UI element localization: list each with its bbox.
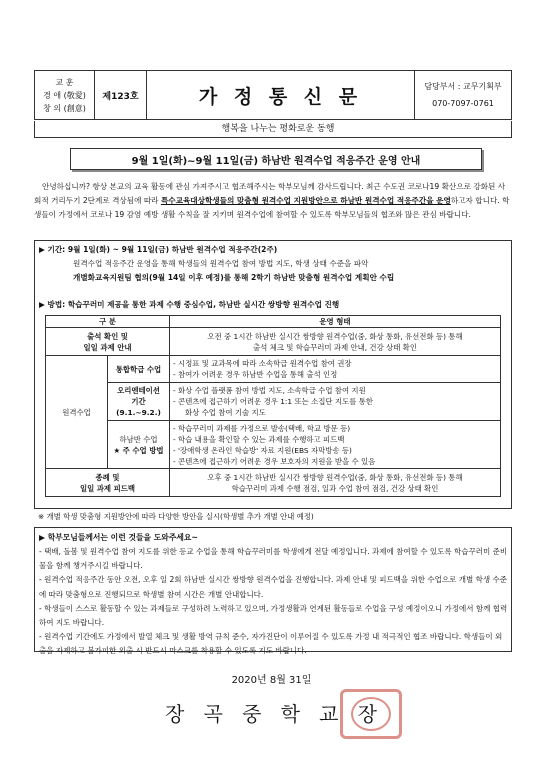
motto-line-1: 경 애 (敬愛): [43, 90, 86, 100]
school-char: 학: [280, 702, 300, 726]
list-item: - 원격수업 적응주간 동안 오전, 오후 일 2회 하남반 실시간 쌍방향 원격수업을 진행합니다. 과제 안내 및 피드백을 위한 수업으로 개별 학생 수준에 따라 맞춤형으로 진행되므로 학생별 참여 시간은 개별 안내합니다.: [39, 575, 508, 599]
row-closing-label: 종례 및 일일 과제 피드백: [46, 469, 170, 497]
row-remote-group: 원격수업: [46, 356, 108, 469]
newsletter-title: 가 정 통 신 문: [147, 71, 415, 119]
phone-number: 070-7097-0761: [432, 99, 494, 108]
period-label: ▶ 기간: 9월 1일(화) ~ 9월 11일(금) 하남반 원격수업 적응주간(2주): [39, 245, 278, 254]
school-slogan: 행복을 나누는 평화로운 동행: [34, 121, 512, 138]
principal-signature: [165, 698, 377, 727]
request-title: ▶ 학부모님들께서는 이런 것들을 도와주세요~: [39, 533, 198, 542]
table-row: [46, 383, 501, 421]
note-text: ※ 개별 학생 맞춤형 지원방안에 따라 다양한 방안을 실시(학생별 추가 개별 안내 예정): [38, 512, 314, 521]
table-row: [46, 421, 501, 469]
parent-request-box: [34, 527, 512, 656]
contact-info: [415, 71, 511, 119]
row-closing-text: 오후 중 1시간 하남반 실시간 쌍방향 원격수업(줌, 화상 통화, 유선전화 등) 통해 학습꾸러미 과제 수행 점검, 일과 수업 참여 점검, 건강 상태 확인: [170, 469, 501, 497]
intro-text-1: 안녕하십니까? 항상 본교의 교육 활동에 관심 가져주시고 협조해주시는 학부모님께 감사드립니다. 최근 수도권 코로나19 확산으로 강화된 사회적 거리두기 2단계로 격상됨에 따라: [34, 182, 506, 206]
row-integrated-text: - 시정표 및 교과목에 따라 소속학급 원격수업 참여 권장 - 참여가 어려운 경우 하남반 수업을 통해 출석 인정: [170, 356, 501, 383]
newsletter-header: [34, 70, 512, 120]
col-category: 구 분: [46, 316, 170, 328]
operation-table: [45, 315, 501, 497]
col-operation: 운영 형태: [170, 316, 501, 328]
school-char: 중: [242, 702, 262, 726]
method-label: ▶ 방법: 학습꾸러미 제공을 통한 과제 수행 중심수업, 하남반 실시간 쌍방향 원격수업 진행: [39, 300, 340, 309]
row-attendance-text: 오전 중 1시간 하남반 실시간 쌍방향 원격수업(줌, 화상 통화, 유선전화 등) 통해 출석 체크 및 학습꾸러미 과제 안내, 건강 상태 확인: [170, 328, 501, 356]
intro-highlight: 특수교육대상학생들의 맞춤형 원격수업 지원방안으로 하남반 원격수업 적응주간을 운영: [160, 196, 451, 206]
motto-line-2: 창 의 (創意): [43, 103, 86, 113]
school-char: 교: [319, 702, 339, 726]
operation-section: [34, 240, 512, 509]
intro-text-2: 하고자 합니다. 학생들이 가정에서 코로나 19 감염 예방 생활 수칙을 잘 지키며 원격수업에 참여할 수 있도록 학부모님들의 협조와 많은 관심 바랍니다.: [34, 196, 510, 220]
row-hanam-text: - 학습꾸러미 과제를 가정으로 발송(택배, 학교 방문 등) - 학습 내용을 확인할 수 있는 과제를 수행하고 피드백 - '장애학생 온라인 학습방' 자료 지원(EBS 자막방송 등) - 콘텐츠에 접근하기 어려운 경우 보호자의 지원을 받을 수 있음: [170, 421, 501, 469]
row-orientation-text: - 화상 수업 플랫폼 참여 방법 지도, 소속학급 수업 참여 지원 - 콘텐츠에 접근하기 어려운 경우 1:1 또는 소집단 지도를 통한 화상 수업 참여 기술 지도: [170, 383, 501, 421]
school-char: 장: [165, 702, 185, 726]
school-motto: [35, 71, 95, 119]
row-hanam-label: 하남반 수업 ★ 주 수업 방법: [108, 421, 170, 469]
row-integrated-label: 통합학급 수업: [108, 356, 170, 383]
intro-paragraph: [34, 180, 512, 223]
period-desc-1: 원격수업 적응주간 운영을 통해 학생들의 원격수업 참여 방법 지도, 학생 상태 수준을 파악: [73, 259, 369, 268]
department: 담당부서 : 교무기획부: [424, 82, 502, 91]
school-char: 곡: [203, 702, 223, 726]
motto-label: 교 훈: [55, 77, 74, 87]
row-attendance-label: 출석 확인 및 일일 과제 안내: [46, 328, 170, 356]
list-item: - 학생들이 스스로 활동할 수 있는 과제들로 구성하려 노력하고 있으며, 가정생활과 연계된 활동들로 수업을 구성 예정이오니 가정에서 함께 협력하여 지도 바랍니다.: [39, 603, 508, 628]
list-item: - 원격수업 기간에도 가정에서 발열 체크 및 생활 방역 규칙 준수, 자가진단이 이루어질 수 있도록 가정 내 적극적인 협조 바랍니다. 학생들이 외출을 자제하고 불가피한 외출 시 반드시 마스크를 착용할 수 있도록 지도 바랍니다.: [39, 632, 503, 656]
request-list: [39, 545, 509, 659]
table-row: [46, 328, 501, 356]
table-header-row: [46, 316, 501, 328]
period-desc-2: 개별화교육지원팀 협의(9월 14일 이후 예정)를 통해 2학기 하남반 맞춤형 원격수업 계획안 수립: [73, 273, 395, 282]
headline: 9월 1일(화)~9월 11일(금) 하남반 원격수업 적응주간 운영 안내: [70, 148, 482, 170]
list-item: - 택배, 돌봄 및 원격수업 참여 지도를 위한 등교 수업을 통해 학습꾸러미를 학생에게 전달 예정입니다. 과제에 참여할 수 있도록 학습꾸러미 준비물을 함께 챙겨주시길 바랍니다.: [39, 547, 508, 571]
issue-date: 2020년 8월 31일: [231, 675, 312, 686]
table-row: [46, 469, 501, 497]
school-char: 장: [357, 702, 377, 726]
issue-number: 제123호: [95, 71, 147, 119]
table-row: [46, 356, 501, 383]
row-orientation-label: 오리엔테이션 기간 (9.1.~9.2.): [108, 383, 170, 421]
